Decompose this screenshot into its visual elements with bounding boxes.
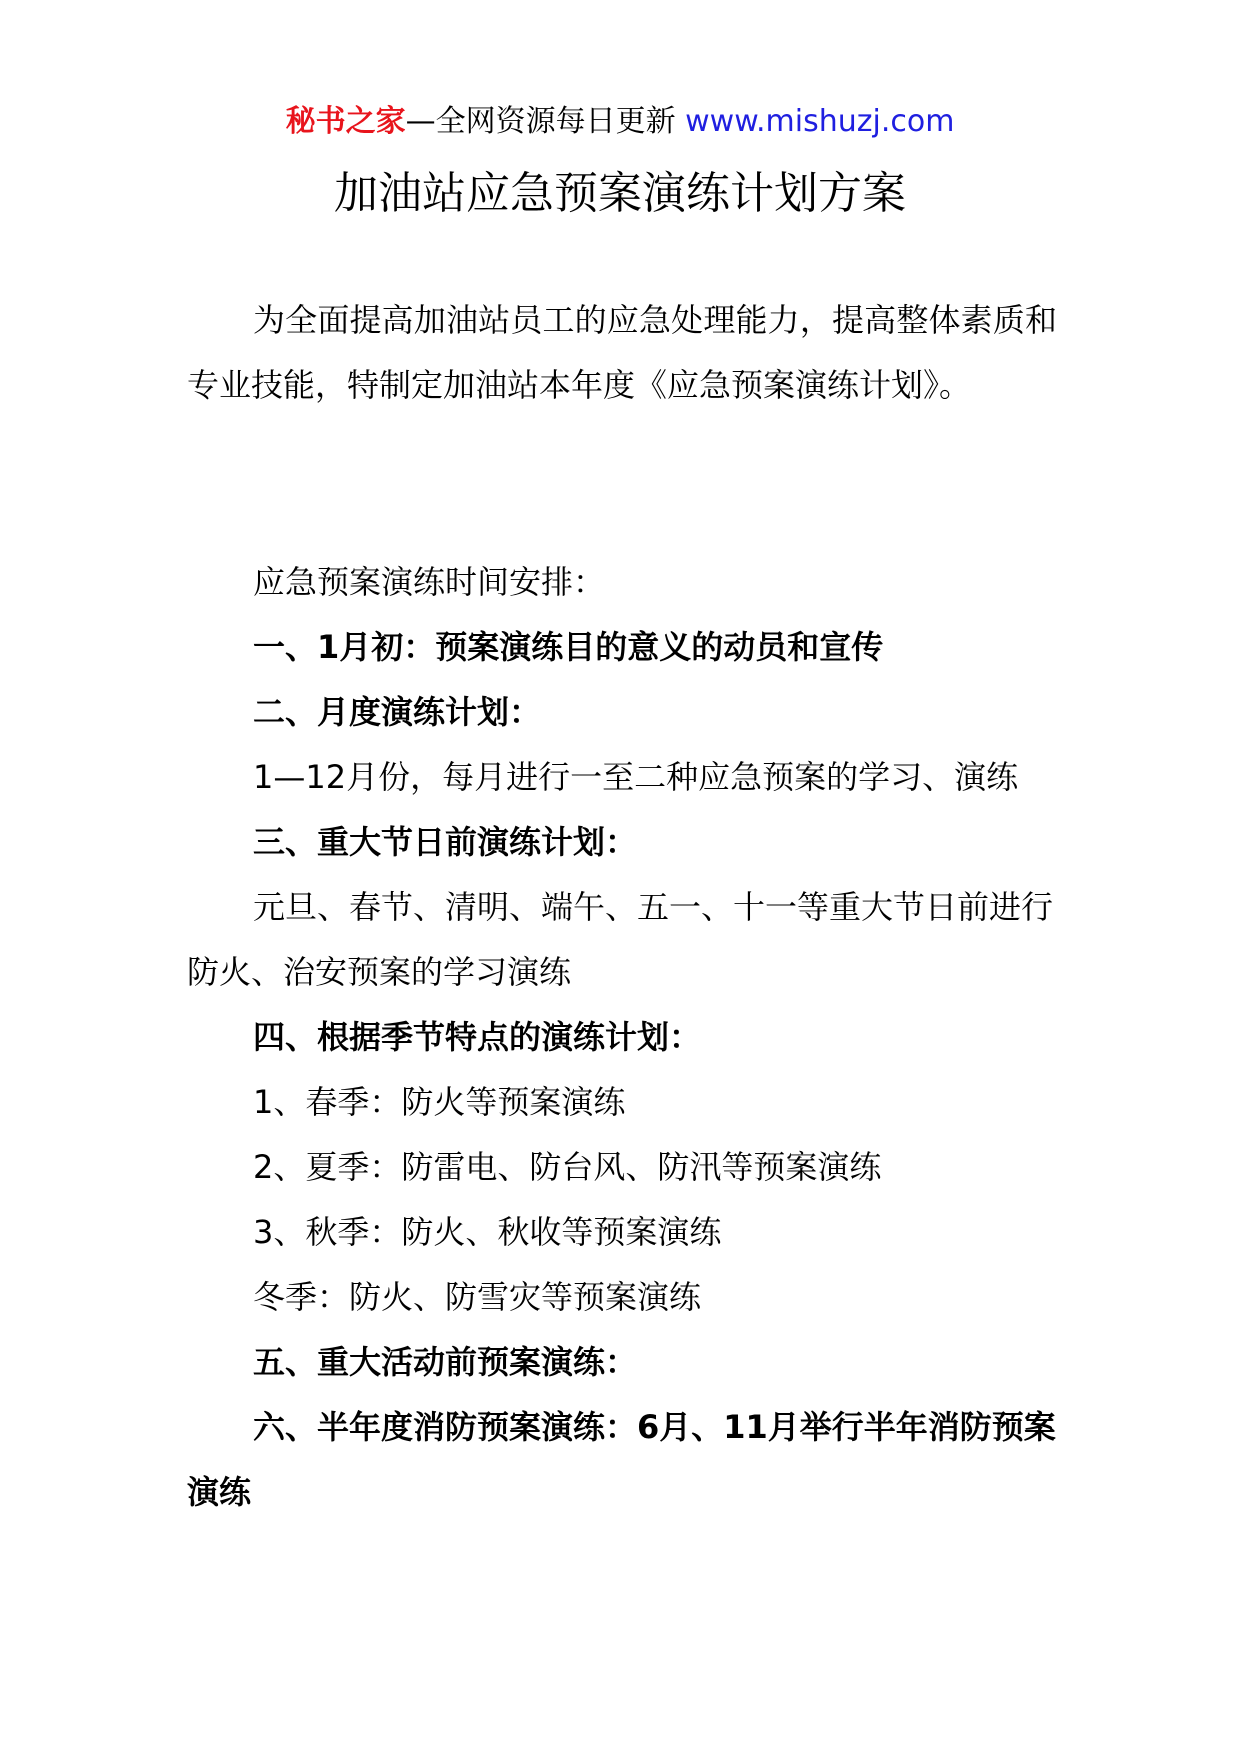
season-winter: 冬季：防火、防雪灾等预案演练 [253,1278,702,1316]
schedule-heading: 应急预案演练时间安排： [253,563,606,601]
schedule-section [187,550,1057,1525]
season-autumn: 3、秋季：防火、秋收等预案演练 [253,1213,722,1251]
item-3: 三、重大节日前演练计划： [253,823,638,861]
document-title: 加油站应急预案演练计划方案 [334,168,906,219]
season-spring: 1、春季：防火等预案演练 [253,1083,626,1121]
item-2-detail: 1—12月份，每月进行一至二种应急预案的学习、演练 [253,758,1019,796]
item-2: 二、月度演练计划： [253,693,542,731]
item-3-detail: 元旦、春节、清明、端午、五一、十一等重大节日前进行防火、治安预案的学习演练 [187,888,1054,991]
site-header [0,100,1240,144]
item-4: 四、根据季节特点的演练计划： [253,1018,702,1056]
site-url-link[interactable]: www.mishuzj.com [685,104,955,139]
intro-paragraph: 为全面提高加油站员工的应急处理能力，提高整体素质和专业技能，特制定加油站本年度《应急预案演练计划》。 [187,301,1057,404]
season-summer: 2、夏季：防雷电、防台风、防汛等预案演练 [253,1148,882,1186]
tagline: —全网资源每日更新 [405,104,676,139]
item-1: 一、1月初：预案演练目的意义的动员和宣传 [253,628,884,666]
brand-name: 秘书之家 [285,104,406,139]
item-6: 六、半年度消防预案演练：6月、11月举行半年消防预案演练 [187,1408,1056,1511]
item-5: 五、重大活动前预案演练： [253,1343,638,1381]
